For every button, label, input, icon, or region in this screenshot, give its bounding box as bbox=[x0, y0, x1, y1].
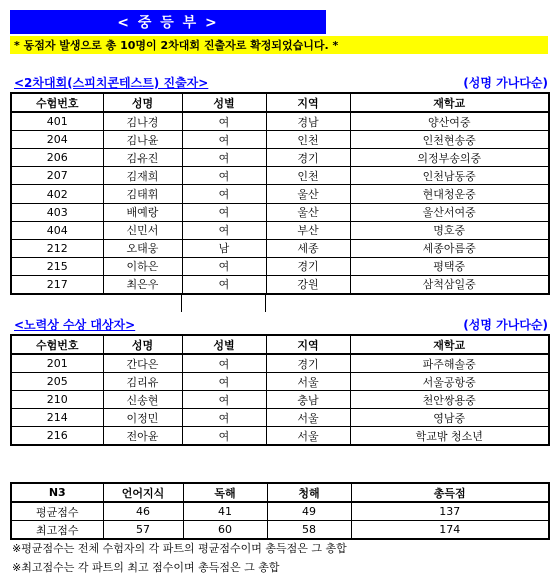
effort-award-table bbox=[10, 334, 550, 446]
cell: 간다은 bbox=[103, 354, 182, 373]
cell: 세종아름중 bbox=[350, 239, 549, 257]
cell: 217 bbox=[11, 275, 103, 294]
cell: 여 bbox=[182, 373, 266, 391]
division-banner: < 중 등 부 > bbox=[10, 10, 326, 34]
cell: 205 bbox=[11, 373, 103, 391]
cell: 174 bbox=[351, 521, 549, 540]
table-row bbox=[11, 167, 549, 185]
cell: 402 bbox=[11, 185, 103, 203]
cell: 404 bbox=[11, 221, 103, 239]
col-header: 독해 bbox=[183, 483, 267, 502]
col-header: 지역 bbox=[266, 93, 350, 112]
cell: 인천남동중 bbox=[350, 167, 549, 185]
cell: 207 bbox=[11, 167, 103, 185]
table-row bbox=[11, 409, 549, 427]
cell: 204 bbox=[11, 131, 103, 149]
cell: 401 bbox=[11, 112, 103, 131]
cell: 평택중 bbox=[350, 257, 549, 275]
cell: 파주해솔중 bbox=[350, 354, 549, 373]
cell: 여 bbox=[182, 112, 266, 131]
effort-award-title: <노력상 수상 대상자> bbox=[14, 318, 136, 332]
effort-award-sort-note: (성명 가나다순) bbox=[463, 318, 548, 332]
cell: 배예랑 bbox=[103, 203, 182, 221]
footnote: ※최고점수는 각 파트의 최고 점수이며 총득점은 그 총합 bbox=[12, 561, 280, 574]
cell: 울산 bbox=[266, 185, 350, 203]
table-row bbox=[11, 373, 549, 391]
cell: 경남 bbox=[266, 112, 350, 131]
table-row bbox=[11, 131, 549, 149]
col-header: 성명 bbox=[103, 93, 182, 112]
col-header: 총득점 bbox=[351, 483, 549, 502]
cell: 137 bbox=[351, 502, 549, 521]
cell: 여 bbox=[182, 167, 266, 185]
cell: 여 bbox=[182, 185, 266, 203]
cell: 여 bbox=[182, 354, 266, 373]
cell: 여 bbox=[182, 257, 266, 275]
cell: 평균점수 bbox=[11, 502, 103, 521]
col-header: 재학교 bbox=[350, 335, 549, 354]
finalists-title: <2차대회(스피치콘테스트) 진출자> bbox=[14, 76, 209, 90]
cell: 인천현송중 bbox=[350, 131, 549, 149]
cell: 여 bbox=[182, 131, 266, 149]
col-header: 성명 bbox=[103, 335, 182, 354]
footnote: ※평균점수는 전체 수험자의 각 파트의 평균점수이며 총득점은 그 총합 bbox=[12, 542, 347, 555]
cell: 60 bbox=[183, 521, 267, 540]
finalists-table bbox=[10, 92, 550, 295]
cell: 김태휘 bbox=[103, 185, 182, 203]
cell: 서울 bbox=[266, 409, 350, 427]
table-row bbox=[11, 391, 549, 409]
cell: 경기 bbox=[266, 149, 350, 167]
cell: 403 bbox=[11, 203, 103, 221]
cell: 서울 bbox=[266, 427, 350, 446]
table-row bbox=[11, 521, 549, 540]
table-row bbox=[11, 275, 549, 294]
cell: 여 bbox=[182, 203, 266, 221]
cell: 남 bbox=[182, 239, 266, 257]
col-header: N3 bbox=[11, 483, 103, 502]
cell: 신민서 bbox=[103, 221, 182, 239]
cell: 김나경 bbox=[103, 112, 182, 131]
table-row bbox=[11, 257, 549, 275]
divider-line bbox=[181, 294, 182, 312]
table-header-row bbox=[11, 335, 549, 354]
cell: 전아윤 bbox=[103, 427, 182, 446]
cell: 최은우 bbox=[103, 275, 182, 294]
table-header-row bbox=[11, 93, 549, 112]
col-header: 수험번호 bbox=[11, 93, 103, 112]
cell: 김재희 bbox=[103, 167, 182, 185]
cell: 경기 bbox=[266, 354, 350, 373]
cell: 215 bbox=[11, 257, 103, 275]
cell: 최고점수 bbox=[11, 521, 103, 540]
cell: 신송현 bbox=[103, 391, 182, 409]
cell: 천안쌍용중 bbox=[350, 391, 549, 409]
table-row bbox=[11, 149, 549, 167]
cell: 김리유 bbox=[103, 373, 182, 391]
cell: 여 bbox=[182, 391, 266, 409]
col-header: 수험번호 bbox=[11, 335, 103, 354]
cell: 김나윤 bbox=[103, 131, 182, 149]
cell: 강원 bbox=[266, 275, 350, 294]
cell: 학교밖 청소년 bbox=[350, 427, 549, 446]
col-header: 지역 bbox=[266, 335, 350, 354]
cell: 의정부송의중 bbox=[350, 149, 549, 167]
col-header: 성별 bbox=[182, 93, 266, 112]
cell: 경기 bbox=[266, 257, 350, 275]
table-row bbox=[11, 239, 549, 257]
cell: 여 bbox=[182, 427, 266, 446]
cell: 216 bbox=[11, 427, 103, 446]
cell: 세종 bbox=[266, 239, 350, 257]
cell: 41 bbox=[183, 502, 267, 521]
cell: 인천 bbox=[266, 167, 350, 185]
divider-line bbox=[265, 294, 266, 312]
cell: 삼척삼일중 bbox=[350, 275, 549, 294]
score-summary-table bbox=[10, 482, 550, 540]
cell: 울산서여중 bbox=[350, 203, 549, 221]
table-row bbox=[11, 354, 549, 373]
col-header: 성별 bbox=[182, 335, 266, 354]
cell: 57 bbox=[103, 521, 183, 540]
cell: 214 bbox=[11, 409, 103, 427]
table-row bbox=[11, 185, 549, 203]
cell: 김유진 bbox=[103, 149, 182, 167]
cell: 210 bbox=[11, 391, 103, 409]
cell: 양산여중 bbox=[350, 112, 549, 131]
cell: 충남 bbox=[266, 391, 350, 409]
notice-bar: * 동점자 발생으로 총 10명이 2차대회 진출자로 확정되었습니다. * bbox=[10, 36, 548, 54]
cell: 영남중 bbox=[350, 409, 549, 427]
cell: 206 bbox=[11, 149, 103, 167]
cell: 오태웅 bbox=[103, 239, 182, 257]
cell: 여 bbox=[182, 221, 266, 239]
col-header: 재학교 bbox=[350, 93, 549, 112]
cell: 49 bbox=[267, 502, 351, 521]
col-header: 청해 bbox=[267, 483, 351, 502]
col-header: 언어지식 bbox=[103, 483, 183, 502]
cell: 58 bbox=[267, 521, 351, 540]
table-row bbox=[11, 203, 549, 221]
cell: 인천 bbox=[266, 131, 350, 149]
cell: 여 bbox=[182, 275, 266, 294]
cell: 서울공항중 bbox=[350, 373, 549, 391]
cell: 212 bbox=[11, 239, 103, 257]
cell: 46 bbox=[103, 502, 183, 521]
cell: 서울 bbox=[266, 373, 350, 391]
cell: 현대청운중 bbox=[350, 185, 549, 203]
table-header-row bbox=[11, 483, 549, 502]
cell: 여 bbox=[182, 409, 266, 427]
cell: 이하은 bbox=[103, 257, 182, 275]
cell: 여 bbox=[182, 149, 266, 167]
finalists-sort-note: (성명 가나다순) bbox=[463, 76, 548, 90]
cell: 이정민 bbox=[103, 409, 182, 427]
table-row bbox=[11, 502, 549, 521]
table-row bbox=[11, 112, 549, 131]
cell: 울산 bbox=[266, 203, 350, 221]
cell: 부산 bbox=[266, 221, 350, 239]
table-row bbox=[11, 427, 549, 446]
cell: 201 bbox=[11, 354, 103, 373]
table-row bbox=[11, 221, 549, 239]
cell: 명호중 bbox=[350, 221, 549, 239]
